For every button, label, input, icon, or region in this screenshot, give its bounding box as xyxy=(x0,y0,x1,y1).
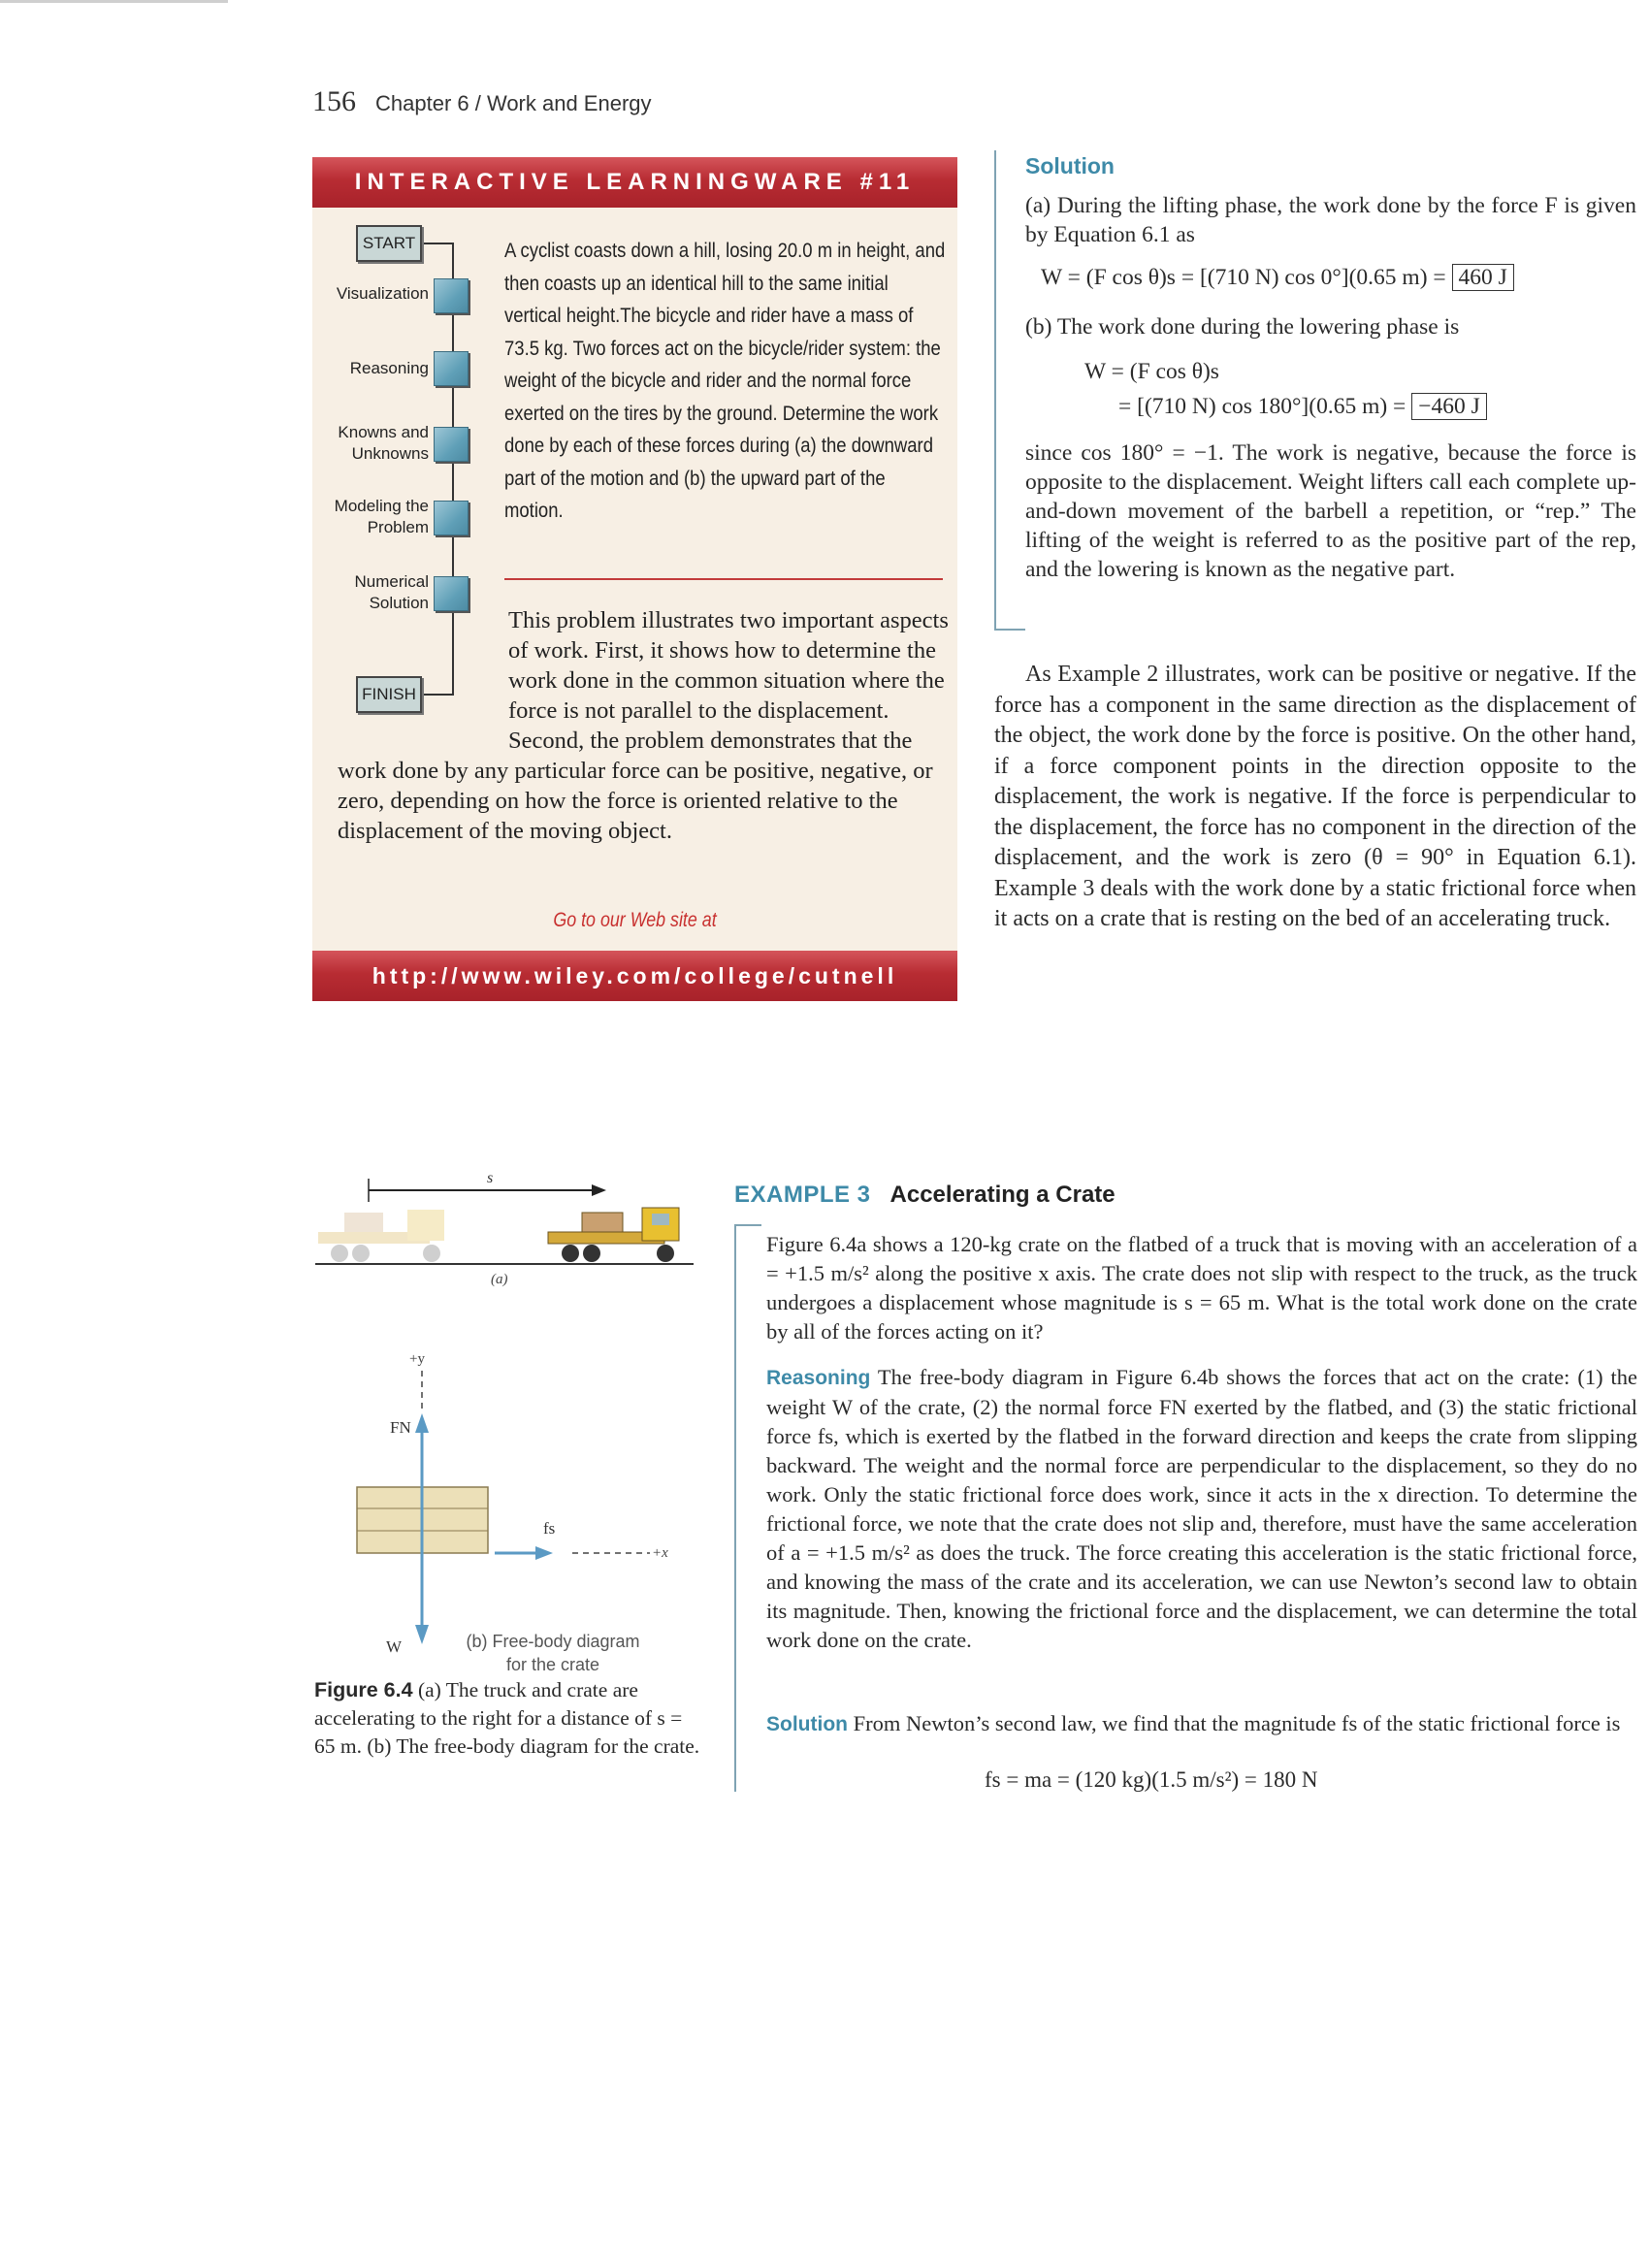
step-button-modeling[interactable] xyxy=(434,501,469,535)
page-number: 156 xyxy=(312,85,356,117)
example-tag: EXAMPLE 3 xyxy=(734,1182,871,1208)
reasoning-lead: Reasoning xyxy=(766,1367,871,1389)
red-divider xyxy=(504,578,943,580)
solution-after: since cos 180° = −1. The work is negative, because the force is opposite to the displacement. Weight lifters call each complete up-and-down movement of the barbell a repetition, or “rep.” The lifting of the weight is referred to as the positive part of the rep, and the lowering is known as the negative part. xyxy=(1025,440,1636,582)
figure-6-4 xyxy=(310,1159,698,1673)
example-bracket xyxy=(734,1224,736,1792)
chapter-title: Chapter 6 / Work and Energy xyxy=(375,91,652,115)
step-button-visualization[interactable] xyxy=(434,278,469,313)
label-a: (a) xyxy=(491,1272,508,1287)
equation-b-line2 xyxy=(1118,394,1487,420)
start-button[interactable]: START xyxy=(356,225,422,262)
fs-arrowhead xyxy=(535,1546,553,1560)
work-sign-paragraph: As Example 2 illustrates, work can be positive or negative. If the force has a component in the same direction as the displacement of the object, the work done by the force is positive. On the other hand, if a force component points in the direction opposite to the displacement, the work is negative. If the force is perpendicular to the displacement, the force has no component in the direction of the displacement, and the work is zero (θ = 90° in Equation 6.1). Example 3 deals with the work done by a static frictional force when it acts on a crate that is resting on the bed of an accelerating truck. xyxy=(994,662,1636,931)
go-to-website: Go to our Web site at xyxy=(553,909,717,931)
equation-a xyxy=(1041,265,1514,291)
plus-x-label: +x xyxy=(652,1545,668,1561)
example-bracket-top xyxy=(734,1224,761,1226)
solution-text: From Newton’s second law, we find that the magnitude fs of the static frictional force is xyxy=(853,1711,1621,1735)
step-label-numerical: Numerical Solution xyxy=(354,572,429,612)
interactive-learningware-box xyxy=(312,157,957,1001)
displacement-arrowhead xyxy=(592,1184,606,1196)
step-label-modeling: Modeling the Problem xyxy=(334,497,429,536)
solution-bracket-foot xyxy=(994,629,1025,631)
truck-initial xyxy=(318,1210,444,1262)
website-url-link[interactable]: http://www.wiley.com/college/cutnell xyxy=(312,951,957,1001)
friction-equation: fs = ma = (120 kg)(1.5 m/s²) = 180 N xyxy=(985,1767,1318,1792)
step-label-knowns: Knowns and Unknowns xyxy=(338,423,429,463)
example-intro: Figure 6.4a shows a 120-kg crate on the flatbed of a truck that is moving with an acceleration of a = +1.5 m/s² along the positive x axis. The crate does not slip with respect to the truck, as the truck undergoes a displacement whose magnitude is s = 65 m. What is the total work done on the crate by all of the forces acting on it? xyxy=(766,1232,1637,1344)
ilw-description-text xyxy=(338,605,958,846)
wrap-spacer xyxy=(338,605,508,756)
figure-caption xyxy=(314,1676,702,1761)
example-heading xyxy=(734,1182,1116,1209)
example-reasoning xyxy=(766,1363,1637,1655)
example-title: Accelerating a Crate xyxy=(889,1182,1116,1208)
fbd-caption xyxy=(427,1630,679,1676)
equation-b-line1: W = (F cos θ)s xyxy=(1084,359,1219,384)
page-header xyxy=(312,85,652,118)
ilw-problem-statement: A cyclist coasts down a hill, losing 20.0 m in height, and then coasts up an identical hill to the same initial vertical height.The bicycle and rider have a mass of 73.5 kg. Two forces act on the bicycle/rider system: the weight of the bicycle and rider and the normal force exerted on the tires by the ground. Determine the work done by each of these forces during (a) the downward part of the motion and (b) the upward part of the motion. xyxy=(504,239,946,522)
example-solution xyxy=(766,1709,1637,1739)
flow-connector-start xyxy=(419,243,454,244)
step-button-reasoning[interactable] xyxy=(434,351,469,386)
step-label-visualization: Visualization xyxy=(336,284,429,303)
solution-part-b: (b) The work done during the lowering phase is xyxy=(1025,314,1460,340)
solution-bracket xyxy=(994,150,996,631)
solution-lead: Solution xyxy=(766,1713,848,1735)
ilw-title-banner: INTERACTIVE LEARNINGWARE #11 xyxy=(312,157,957,208)
w-label: W xyxy=(386,1637,403,1656)
fbd-caption-line2: for the crate xyxy=(505,1655,600,1674)
answer-a: 460 J xyxy=(1452,264,1514,291)
reasoning-text: The free-body diagram in Figure 6.4b shows the forces that act on the crate: (1) the weight W of the crate, (2) the normal force FN exerted by the flatbed, and (3) the static frictional force fs, which is exerted by the flatbed in the forward direction and keeps the crate from slipping backward. The weight and the normal force are perpendicular to the displacement, so they do no work. Only the static frictional force does work, since it acts in the x direction. To determine the frictional force, we note that the crate does not slip and, therefore, must have the same acceleration of a = +1.5 m/s² as does the truck. The force creating this acceleration is the static frictional force, and knowing the mass of the crate and its acceleration, we can use Newton’s second law to obtain its magnitude. Then, knowing the frictional force and the displacement, we can determine the total work done on the crate. xyxy=(766,1365,1637,1652)
fn-label: FN xyxy=(390,1418,411,1437)
answer-b: −460 J xyxy=(1411,393,1487,420)
equation-b-body: = [(710 N) cos 180°](0.65 m) = xyxy=(1118,394,1406,419)
figure-number: Figure 6.4 xyxy=(314,1678,413,1701)
step-label-reasoning: Reasoning xyxy=(349,359,429,377)
fs-label: fs xyxy=(543,1519,556,1538)
solution-part-a: (a) During the lifting phase, the work done by the force F is given by Equation 6.1 as xyxy=(1025,193,1636,247)
finish-button[interactable]: FINISH xyxy=(356,676,422,713)
s-label: s xyxy=(487,1170,494,1186)
ilw-description-body: This problem illustrates two important aspects of work. First, it shows how to determine the work done in the common situation where the force is not parallel to the displacement. Second, the problem demonstrates that the work done by any particular force can be positive, negative, or zero, depending on how the force is oriented relative to the displacement of the moving object. xyxy=(338,607,949,844)
scan-edge xyxy=(0,0,228,3)
truck-final[interactable] xyxy=(548,1208,679,1262)
step-button-knowns[interactable] xyxy=(434,427,469,462)
fbd-caption-line1: (b) Free-body diagram xyxy=(466,1632,640,1651)
solution-heading: Solution xyxy=(1025,153,1115,178)
plus-y-label: +y xyxy=(409,1351,425,1367)
fn-arrowhead xyxy=(415,1413,429,1433)
equation-a-body: W = (F cos θ)s = [(710 N) cos 0°](0.65 m) = xyxy=(1041,265,1446,290)
figure-caption-text: (a) The truck and crate are accelerating to the right for a distance of s = 65 m. (b) The free-body diagram for the crate. xyxy=(314,1678,700,1758)
